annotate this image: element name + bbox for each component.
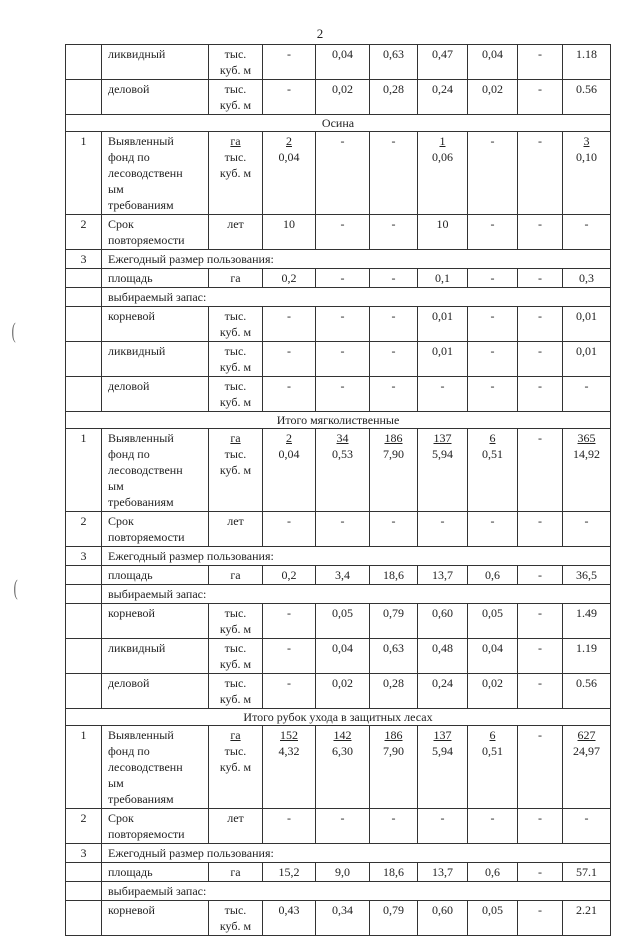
value-cell: - (263, 307, 316, 342)
value-cell: - (316, 809, 370, 844)
value-cell: 0,04 (316, 639, 370, 674)
unit-cell: тыс. куб. м (209, 674, 263, 709)
value-cell: 0,6 (468, 566, 518, 585)
value-top: - (340, 134, 345, 148)
unit-cell: тыс. куб. м (209, 45, 263, 80)
row-number (66, 604, 102, 639)
value-cell (263, 726, 316, 809)
row-number: 1 (66, 726, 102, 809)
unit-cell: тыс. куб. м (209, 307, 263, 342)
unit-cell: лет (209, 215, 263, 250)
value-cell: - (563, 809, 611, 844)
row-number: 3 (66, 547, 102, 566)
table-row (66, 709, 611, 726)
row-number (66, 45, 102, 80)
table-row (66, 269, 611, 288)
value-cell: 57.1 (563, 863, 611, 882)
row-number: 2 (66, 512, 102, 547)
value-top: 6 (489, 728, 496, 742)
value-cell: - (518, 604, 563, 639)
value-cell (263, 429, 316, 512)
row-number (66, 585, 102, 604)
value-cell: - (263, 809, 316, 844)
value-cell: - (263, 674, 316, 709)
value-top: 34 (336, 431, 349, 445)
value-cell: - (518, 45, 563, 80)
value-cell: - (316, 512, 370, 547)
value-cell: 0,63 (370, 639, 418, 674)
value-cell: - (263, 45, 316, 80)
value-cell: 0,02 (468, 80, 518, 115)
value-bottom: 14,92 (573, 447, 600, 461)
table-row (66, 604, 611, 639)
row-span-label: выбираемый запас: (102, 288, 611, 307)
row-label: ликвидный (102, 639, 209, 674)
value-top: 365 (577, 431, 596, 445)
value-cell: 0,01 (418, 342, 468, 377)
value-cell: - (316, 377, 370, 412)
row-label: площадь (102, 566, 209, 585)
value-top: 137 (433, 431, 452, 445)
value-top: - (490, 134, 495, 148)
unit-cell: га (209, 566, 263, 585)
table-row (66, 132, 611, 215)
page-number: 2 (316, 26, 324, 41)
value-cell: 0,04 (468, 639, 518, 674)
value-cell: - (370, 377, 418, 412)
value-cell: - (418, 377, 468, 412)
table-row (66, 585, 611, 604)
value-cell: 3,4 (316, 566, 370, 585)
value-cell: - (263, 512, 316, 547)
value-cell: - (370, 342, 418, 377)
value-top: 137 (433, 728, 452, 742)
value-cell: - (518, 512, 563, 547)
value-cell: 1.49 (563, 604, 611, 639)
row-number (66, 269, 102, 288)
value-bottom: 6,30 (332, 744, 353, 758)
row-number (66, 882, 102, 901)
value-bottom: 7,90 (383, 744, 404, 758)
value-cell: 0,05 (316, 604, 370, 639)
value-cell: 0,3 (563, 269, 611, 288)
value-top: 186 (384, 431, 403, 445)
value-cell: 18,6 (370, 566, 418, 585)
value-cell: - (518, 639, 563, 674)
row-label: ликвидный (102, 45, 209, 80)
value-cell: 0,79 (370, 901, 418, 936)
value-cell: 0,05 (468, 901, 518, 936)
row-number (66, 288, 102, 307)
row-number: 1 (66, 132, 102, 215)
value-bottom: 0,53 (332, 447, 353, 461)
unit-cell: тыс. куб. м (209, 604, 263, 639)
value-top: - (538, 431, 542, 445)
unit-cell: тыс. куб. м (209, 342, 263, 377)
value-cell (518, 429, 563, 512)
table-row (66, 115, 611, 132)
value-cell: 1.18 (563, 45, 611, 80)
value-cell: - (263, 377, 316, 412)
value-cell: - (370, 215, 418, 250)
table-row (66, 429, 611, 512)
value-cell: 0,1 (418, 269, 468, 288)
value-top: 152 (280, 728, 298, 742)
value-cell: - (370, 809, 418, 844)
value-cell: - (316, 215, 370, 250)
unit-cell: га (209, 269, 263, 288)
value-cell: 0,60 (418, 604, 468, 639)
value-bottom: 5,94 (432, 744, 453, 758)
value-cell (563, 429, 611, 512)
value-top: - (538, 728, 542, 742)
row-number (66, 566, 102, 585)
value-cell: - (518, 269, 563, 288)
table-row (66, 809, 611, 844)
value-top: 6 (489, 431, 496, 445)
value-cell: 0,28 (370, 80, 418, 115)
value-cell: 0,47 (418, 45, 468, 80)
value-cell: - (563, 512, 611, 547)
forest-table (65, 44, 611, 936)
value-bottom: 4,32 (278, 744, 300, 758)
value-cell: - (263, 604, 316, 639)
value-cell: 0,28 (370, 674, 418, 709)
table-row (66, 901, 611, 936)
value-cell: 0,63 (370, 45, 418, 80)
value-cell: 0,79 (370, 604, 418, 639)
value-cell (316, 132, 370, 215)
row-label: площадь (102, 269, 209, 288)
row-number (66, 639, 102, 674)
row-label: Срок повторяемости (102, 809, 209, 844)
table-row (66, 512, 611, 547)
value-top: 142 (333, 728, 352, 742)
table-row (66, 250, 611, 269)
unit-bottom: тыс. куб. м (219, 150, 252, 180)
value-cell: 0,05 (468, 604, 518, 639)
row-number (66, 307, 102, 342)
value-cell: - (468, 809, 518, 844)
row-label: ликвидный (102, 342, 209, 377)
value-cell: 0,04 (468, 45, 518, 80)
row-number: 2 (66, 215, 102, 250)
value-top: 2 (286, 134, 292, 148)
value-cell (418, 726, 468, 809)
value-cell (370, 429, 418, 512)
value-top: 186 (384, 728, 403, 742)
value-cell: 10 (418, 215, 468, 250)
value-cell: 0,34 (316, 901, 370, 936)
value-cell (563, 726, 611, 809)
unit-bottom: тыс. куб. м (219, 447, 252, 477)
table-row (66, 674, 611, 709)
table-row (66, 215, 611, 250)
row-label: Срок повторяемости (102, 215, 209, 250)
value-cell: - (518, 80, 563, 115)
value-cell (316, 726, 370, 809)
value-cell: 0.56 (563, 674, 611, 709)
unit-top: га (230, 728, 241, 742)
value-cell: - (468, 269, 518, 288)
value-cell: 0,24 (418, 674, 468, 709)
value-cell (518, 132, 563, 215)
row-label: Выявленный фонд по лесоводственн ым требованиям (102, 429, 209, 512)
value-cell (370, 726, 418, 809)
unit-top: га (230, 134, 241, 148)
section-title: Осина (66, 115, 611, 132)
value-bottom: 0,06 (432, 150, 453, 164)
value-cell: - (370, 307, 418, 342)
row-span-label: выбираемый запас: (102, 585, 611, 604)
value-cell: 10 (263, 215, 316, 250)
row-number (66, 901, 102, 936)
row-label: Выявленный фонд по лесоводственн ым требованиям (102, 726, 209, 809)
value-top: - (391, 134, 396, 148)
value-top: 3 (583, 134, 590, 148)
value-top: 1 (439, 134, 446, 148)
value-cell: 0,01 (418, 307, 468, 342)
table-row (66, 863, 611, 882)
row-number: 3 (66, 844, 102, 863)
row-label: площадь (102, 863, 209, 882)
value-cell: - (468, 215, 518, 250)
table-row (66, 882, 611, 901)
unit-cell: тыс. куб. м (209, 377, 263, 412)
row-number (66, 80, 102, 115)
unit-cell: га (209, 863, 263, 882)
value-cell: - (263, 342, 316, 377)
value-cell (468, 429, 518, 512)
value-cell: - (518, 215, 563, 250)
unit-cell: лет (209, 809, 263, 844)
unit-cell (209, 132, 263, 215)
value-bottom: 0,51 (482, 744, 503, 758)
table-row (66, 45, 611, 80)
value-cell: - (370, 512, 418, 547)
value-cell: - (518, 674, 563, 709)
row-label: Выявленный фонд по лесоводственн ым требованиям (102, 132, 209, 215)
value-cell: 18,6 (370, 863, 418, 882)
unit-cell: лет (209, 512, 263, 547)
value-cell (468, 726, 518, 809)
value-cell: - (468, 342, 518, 377)
table-row (66, 307, 611, 342)
row-number (66, 674, 102, 709)
table-row (66, 342, 611, 377)
table-row (66, 547, 611, 566)
value-cell (316, 429, 370, 512)
value-cell: - (518, 377, 563, 412)
value-cell: - (316, 307, 370, 342)
unit-cell (209, 726, 263, 809)
row-label: корневой (102, 901, 209, 936)
value-cell: 13,7 (418, 863, 468, 882)
value-cell: - (370, 269, 418, 288)
value-cell (370, 132, 418, 215)
table-row (66, 80, 611, 115)
value-cell: 0,2 (263, 566, 316, 585)
value-cell: - (263, 639, 316, 674)
value-cell: 0,24 (418, 80, 468, 115)
value-cell: 0,2 (263, 269, 316, 288)
row-span-label: выбираемый запас: (102, 882, 611, 901)
table-row (66, 726, 611, 809)
row-label: деловой (102, 674, 209, 709)
table-row (66, 412, 611, 429)
value-cell: 0,01 (563, 307, 611, 342)
value-bottom: 0,10 (576, 150, 597, 164)
value-cell: - (316, 342, 370, 377)
row-number (66, 377, 102, 412)
value-cell: 15,2 (263, 863, 316, 882)
value-top: 627 (577, 728, 596, 742)
value-bottom: 24,97 (573, 744, 600, 758)
row-number: 2 (66, 809, 102, 844)
value-cell: 9,0 (316, 863, 370, 882)
row-number: 3 (66, 250, 102, 269)
margin-mark: ( (13, 575, 18, 600)
value-cell: 0,02 (316, 674, 370, 709)
row-label: деловой (102, 377, 209, 412)
row-label: Срок повторяемости (102, 512, 209, 547)
value-bottom: 7,90 (383, 447, 404, 461)
value-cell: 0,04 (316, 45, 370, 80)
row-number (66, 342, 102, 377)
value-cell: - (468, 307, 518, 342)
value-cell: - (263, 80, 316, 115)
value-cell: 0.56 (563, 80, 611, 115)
value-cell: - (518, 307, 563, 342)
row-span-label: Ежегодный размер пользования: (102, 250, 611, 269)
value-cell: 0,01 (563, 342, 611, 377)
row-label: корневой (102, 307, 209, 342)
value-cell: 0,6 (468, 863, 518, 882)
value-cell: - (563, 215, 611, 250)
value-cell (263, 132, 316, 215)
margin-mark: ( (11, 318, 16, 343)
value-cell: - (518, 566, 563, 585)
section-title: Итого рубок ухода в защитных лесах (66, 709, 611, 726)
value-cell: - (418, 512, 468, 547)
value-cell: 0,02 (468, 674, 518, 709)
value-cell: 0,43 (263, 901, 316, 936)
value-cell: 2.21 (563, 901, 611, 936)
unit-cell (209, 429, 263, 512)
value-cell: 0,48 (418, 639, 468, 674)
section-title: Итого мягколиственные (66, 412, 611, 429)
row-label: корневой (102, 604, 209, 639)
value-cell: 0,60 (418, 901, 468, 936)
value-cell: 0,02 (316, 80, 370, 115)
row-label: деловой (102, 80, 209, 115)
table-row (66, 844, 611, 863)
table-row (66, 639, 611, 674)
value-cell: - (518, 901, 563, 936)
value-cell (563, 132, 611, 215)
unit-bottom: тыс. куб. м (219, 744, 252, 774)
value-top: 2 (286, 431, 292, 445)
value-cell: - (468, 512, 518, 547)
unit-top: га (230, 431, 241, 445)
unit-cell: тыс. куб. м (209, 80, 263, 115)
value-cell: - (468, 377, 518, 412)
value-cell (418, 132, 468, 215)
row-span-label: Ежегодный размер пользования: (102, 844, 611, 863)
value-bottom: 0,04 (278, 447, 300, 461)
value-cell: 36,5 (563, 566, 611, 585)
value-bottom: 0,51 (482, 447, 503, 461)
table-row (66, 288, 611, 307)
value-cell: - (316, 269, 370, 288)
value-cell (468, 132, 518, 215)
value-bottom: 0,04 (278, 150, 300, 164)
value-cell (418, 429, 468, 512)
unit-cell: тыс. куб. м (209, 639, 263, 674)
row-number: 1 (66, 429, 102, 512)
unit-cell: тыс. куб. м (209, 901, 263, 936)
value-cell: 13,7 (418, 566, 468, 585)
value-cell: - (563, 377, 611, 412)
value-cell: - (418, 809, 468, 844)
value-cell (518, 726, 563, 809)
value-top: - (538, 134, 542, 148)
row-span-label: Ежегодный размер пользования: (102, 547, 611, 566)
table-row (66, 377, 611, 412)
table-row (66, 566, 611, 585)
row-number (66, 863, 102, 882)
value-cell: - (518, 342, 563, 377)
value-bottom: 5,94 (432, 447, 453, 461)
value-cell: - (518, 809, 563, 844)
value-cell: - (518, 863, 563, 882)
value-cell: 1.19 (563, 639, 611, 674)
